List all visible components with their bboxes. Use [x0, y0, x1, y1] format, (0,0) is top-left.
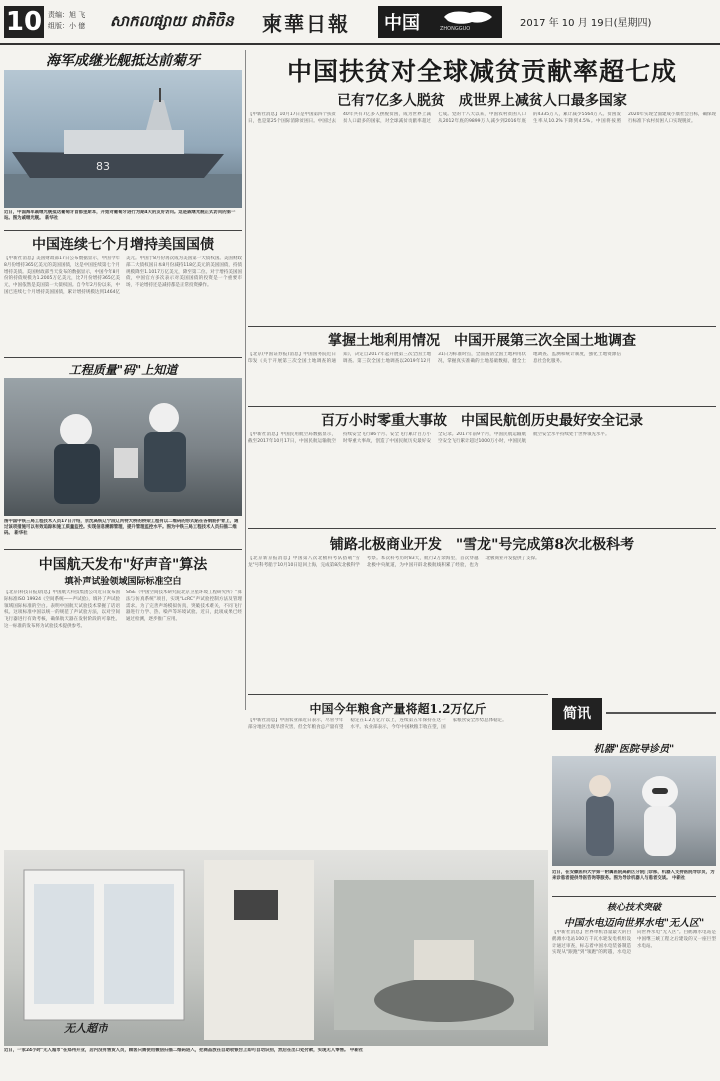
caption-credit: 中新社: [672, 876, 686, 881]
robot-icon: [552, 756, 716, 866]
china-map-icon: [440, 9, 496, 26]
brief-divider: [606, 712, 716, 714]
carrier-photo: [4, 70, 242, 208]
carrier-caption: [4, 210, 242, 228]
bonds-body: 【中新社消息】美国财政部17日公布数据显示，中国今年8月份增持365亿美元的美国国债，这是中国连续第七个月增持美债。美国财政部当天发布的数据显示，中国今年8月份的持债规模为1.2005万亿美元，比7月份增持365亿美元，中国依然是美国第一大债权国。自今年2月份以来，中国已连续七个月增持美国国债，累计增持规模达到1464亿美元。中国于8月份再次成为美国第一大债权国。美国财政部二大债权国日本8月份减持118亿美元的美国国债，持债规模降至1.1017万亿美元，降至第二位。对于增持美国国债，中国官方多次表示对美国国债的投资是一个重要市场，不论增持还是减持都是正常投资操作。: [4, 256, 242, 295]
editors: [48, 10, 108, 32]
workers-icon: [4, 378, 242, 516]
space-body-continued: SISE（中国空间技术研究院北京卫星环境工程研究所）“算法与仿真系统”项目，实现“LcRC”声试验控制方法及管理需求。为了完善声场模拟仿真，突破技术难关，不同飞行器进行力学、热、噪声等环境试验。近日，此项成果已经通过检测，逐步推广应用。: [126, 590, 242, 623]
main-headline: 中国扶贫对全球减贫贡献率超七成: [286, 57, 677, 86]
quality-caption: [4, 519, 242, 547]
brief-label: 简讯: [552, 698, 602, 730]
caption-text: 近日，中国海军戚继光舰抵达葡萄牙首都里斯本，开始对葡萄牙进行为期4天的友好访问。这是戚继光舰正式访问的第一站。图为戚继光舰。: [4, 210, 236, 221]
hydro-body: 【中新社消息】世界单机容量最大的白鹤滩水电站100万千瓦水轮发电机组设计通过审查，标志着中国水电装备制造实现从"跟跑"到"领跑"的跨越，水电迈向世界水电"无人区"。白鹤滩水电站是中国继三峡工程之后建设的又一座巨型水电站。: [552, 930, 716, 956]
aviation-title: 百万小时零重大事故 中国民航创历史最好安全记录: [321, 413, 643, 429]
robot-caption: [552, 870, 716, 894]
supermarket-photo: [4, 850, 548, 1046]
caption-credit: 中新社: [349, 1048, 364, 1053]
grain-title: 中国今年粮食产量将超1.2万亿斤: [309, 702, 487, 716]
section-banner: [378, 6, 502, 38]
main-subheadline: 已有7亿多人脱贫 成世界上减贫人口最多国家: [337, 93, 627, 109]
arctic-title: 铺路北极商业开发 "雪龙"号完成第8次北极科考: [329, 537, 635, 553]
carrier-title: 海军成继光舰抵达前菊牙: [46, 53, 200, 69]
quality-photo: [4, 378, 242, 516]
section-title: 中国: [384, 13, 420, 34]
paper-name-khmer: សាកលផ្សាយ ជាតិចិន: [110, 12, 234, 30]
paper-name-cn: 柬華日報: [262, 12, 350, 36]
space-subtitle: 填补声试验领域国际标准空白: [64, 577, 182, 587]
caption-text: 近日，在安徽医科大学第一附属医院高新区分院门诊部，机器人支持医院导诊员，为来诊患者提供导医咨询等服务。图为导诊机器人与患者交谈。: [552, 870, 715, 881]
editor-line: 组版：小 億: [48, 22, 86, 30]
space-body: 【北京(科技日报)消息】中国航天科技集团公司近日发布国际标准ISO 19924《空间系统——声试验》，填补了声试验领域国际标准的空白。表明中国航天试验技术掌握了话语权。这项标准中国以统一的规范了声试验方法，以对空间飞行器进行有效考核，确保航天器在发射阶段的可靠性。这一标准的发布将为试验技术提供参考。: [4, 590, 120, 629]
arctic-body: 【北京新京报消息】中国第八次北极科考队搭载"雪龙"号科考船于10月10日返回上海，完成第8次北极科学考察。本次科考历时83天，航行2万余海里，首次穿越北极中央航道，为中国开辟北极航线积累了经验，也为北极商业开发提供了支撑。: [248, 556, 540, 568]
bonds-title: 中国连续七个月增持美国国债: [32, 237, 214, 253]
brief-header: [552, 694, 716, 738]
supermarket-icon: [4, 850, 548, 1046]
hydro-title: 中国水电迈向世界水电"无人区": [563, 918, 705, 929]
masthead: [0, 0, 720, 45]
aviation-body: 【中新社消息】中国民用航空局数据显示，截至2017年10月17日，中国民航运输航空持续安全飞行86个月、安全飞行累计百万小时零重大事故，创造了中国民航历史最好安全记录。2017年前9个月，中国民航运输航空安全飞行累计超过1000万小时，中国民航航空安全水平持续处于世界领先水平。: [248, 432, 610, 444]
page-number: 10: [5, 7, 43, 37]
ship-icon: [4, 70, 242, 208]
caption-credit: 新华社: [45, 216, 59, 221]
section-sub: ZHONGGUO: [440, 26, 471, 32]
caption-credit: 新华社: [14, 531, 28, 536]
supermarket-title: 无人超市: [64, 1022, 108, 1035]
editor-line: 责编：旭 飞: [48, 11, 86, 19]
grain-body: 【中新社消息】中国农业部近日表示，尽管今年部分地区出现旱涝灾害，但全年粮食总产量有望稳定在1.2万亿斤以上，连续第五年保持在这一水平。农业部表示，今年中国秋粮丰收在望，国家粮食安全形势总体稳定。: [248, 718, 507, 730]
hydro-kicker: 核心技术突破: [606, 903, 661, 913]
robot-photo: [552, 756, 716, 866]
land-body: 【北京(中国证券报)消息】中国国务院近日印发《关于开展第三次全国土地调查的通知》，决定自2017年起开展第三次全国土地调查。第三次全国土地调查以2019年12月31日为标准时点，全面查清全国土地利用状况，掌握真实准确的土地基础数据，健全土地调查、监测和统计制度，强化土地资源信息社会化服务。: [248, 352, 621, 364]
supermarket-caption: [4, 1048, 548, 1078]
issue-date: 2017 年 10 月 19日(星期四): [520, 18, 652, 29]
quality-title: 工程质量"码"上知道: [68, 363, 178, 377]
poverty-body: 【中新社消息】10月17日是中国第四个扶贫日，也是第25个国际消除贫困日。中国过去40年共有7亿多人摆脱贫困，成为世界上减贫人口最多的国家，对全球减贫贡献率超过七成。党的十八大以来，中国农村贫困人口从2012年底的9899万人减少到2016年底的4335万人，累计减少5564万人。贫困发生率从10.2%下降到4.5%。中国将按照2020年实现全面建成小康社会目标，确保现行标准下农村贫困人口实现脱贫。: [248, 112, 716, 124]
caption-text: 近日，一家24小时"无人超市"在郑州开业，店内没有售货人员，顾客只需使用微信扫描二维码进入，把商品放在自助收银台上即可自动识别，然后在出口处付款，实现无人零售。: [4, 1048, 349, 1053]
space-title: 中国航天发布"好声音"算法: [38, 557, 208, 573]
caption-text: 图中国中铁三局工程技术人员17日介绍，京沈高铁辽宁段辽河特大桥的桥梁工程有以二维码的形式贴在各钢筋护骨上，通过该项措施可以有效追踪和施工质量监控。实现信息溯源管理，提升管理监控水平。图为中铁三局工程技术人员扫描二维码。: [4, 519, 239, 536]
robot-title: 机器"医院导诊员": [593, 744, 675, 755]
svg-text:83: 83: [96, 160, 110, 173]
land-title: 掌握土地利用情况 中国开展第三次全国土地调查: [328, 333, 636, 349]
